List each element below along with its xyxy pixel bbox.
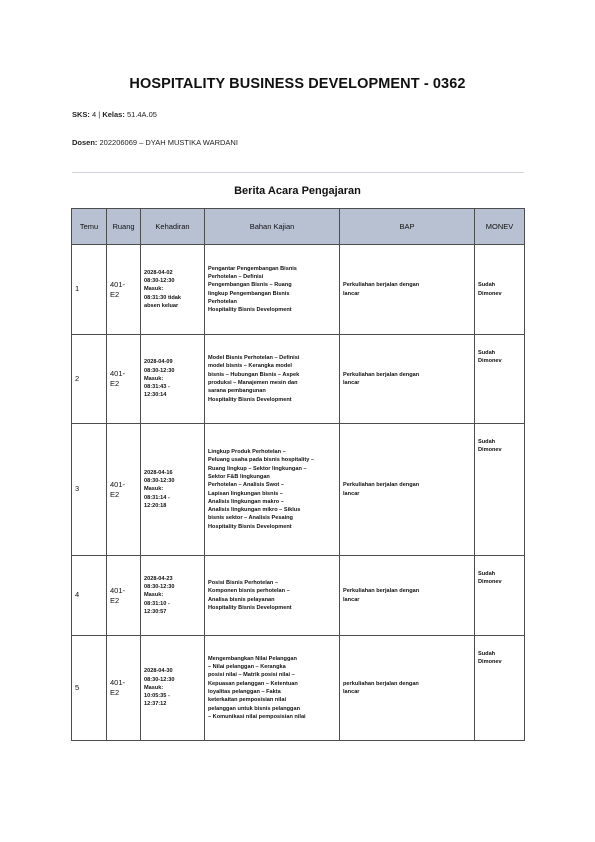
table-row bbox=[72, 424, 525, 556]
cell-kehadiran: 2028-04-23 08:30-12:30 Masuk: 08:31:10 - 12:30:57 bbox=[141, 556, 205, 636]
kelas-value: 51.4A.05 bbox=[126, 110, 157, 119]
dosen-value: 202206069 – DYAH MUSTIKA WARDANI bbox=[99, 138, 238, 147]
table-row bbox=[72, 636, 525, 741]
teaching-log-table bbox=[71, 208, 525, 741]
cell-temu: 4 bbox=[72, 556, 107, 636]
cell-ruang: 401- E2 bbox=[107, 424, 141, 556]
cell-bahan-kajian: Mengembangkan Nilai Pelanggan – Nilai pelanggan – Kerangka posisi nilai – Matrik posisi nilai – Kepuasan pelanggan – Ketentuan loyalitas pelanggan – Fakta keterkaitan pemposisian nilai pelanggan untuk bisnis pelanggan – Komunikasi nilai pemposisian nilai bbox=[205, 636, 340, 741]
lecturer-line bbox=[72, 138, 238, 147]
header-kehadiran: Kehadiran bbox=[141, 209, 205, 245]
cell-bahan-kajian: Model Bisnis Perhotelan – Definisi model bisnis – Kerangka model bisnis – Hubungan Bisnis – Aspek produksi – Manajemen mesin dan sarana pembangunan Hospitality Bisnis Development bbox=[205, 335, 340, 424]
cell-ruang: 401- E2 bbox=[107, 245, 141, 335]
section-title: Berita Acara Pengajaran bbox=[234, 185, 361, 197]
cell-bap: perkuliahan berjalan dengan lancar bbox=[340, 636, 475, 741]
table-row bbox=[72, 556, 525, 636]
cell-kehadiran: 2028-04-02 08:30-12:30 Masuk: 08:31:30 tidak absen keluar bbox=[141, 245, 205, 335]
cell-kehadiran: 2028-04-16 08:30-12:30 Masuk: 08:31:14 - 12:20:18 bbox=[141, 424, 205, 556]
cell-monev: Sudah Dimonev bbox=[475, 556, 525, 636]
cell-ruang: 401- E2 bbox=[107, 636, 141, 741]
cell-kehadiran: 2028-04-30 08:30-12:30 Masuk: 10:05:35 - 12:37:12 bbox=[141, 636, 205, 741]
header-temu: Temu bbox=[72, 209, 107, 245]
header-monev: MONEV bbox=[475, 209, 525, 245]
document-title: HOSPITALITY BUSINESS DEVELOPMENT - 0362 bbox=[129, 76, 466, 92]
cell-bahan-kajian: Lingkup Produk Perhotelan – Peluang usaha pada bisnis hospitality – Ruang lingkup – Sektor lingkungan – Sektor F&B lingkungan Perhotelan – Analisis Swot – Lapisan lingkungan bisnis – Analisis lingkungan makro – Analisis lingkungan mikro – Siklus bisnis sektor – Analisis Pesaing Hospitality Bisnis Development bbox=[205, 424, 340, 556]
header-bahan-kajian: Bahan Kajian bbox=[205, 209, 340, 245]
cell-ruang: 401- E2 bbox=[107, 556, 141, 636]
table-header-row bbox=[72, 209, 525, 245]
kelas-label: Kelas: bbox=[102, 110, 125, 119]
cell-monev: Sudah Dimonev bbox=[475, 636, 525, 741]
table-row bbox=[72, 335, 525, 424]
cell-bap: Perkuliahan berjalan dengan lancar bbox=[340, 424, 475, 556]
dosen-label: Dosen: bbox=[72, 138, 98, 147]
cell-temu: 1 bbox=[72, 245, 107, 335]
cell-monev: Sudah Dimonev bbox=[475, 424, 525, 556]
sks-label: SKS: bbox=[72, 110, 90, 119]
cell-ruang: 401- E2 bbox=[107, 335, 141, 424]
header-bap: BAP bbox=[340, 209, 475, 245]
cell-temu: 5 bbox=[72, 636, 107, 741]
cell-temu: 3 bbox=[72, 424, 107, 556]
meta-separator: | bbox=[98, 110, 101, 119]
cell-bahan-kajian: Posisi Bisnis Perhotelan – Komponen bisnis perhotelan – Analisa bisnis pelayanan Hospitality Bisnis Development bbox=[205, 556, 340, 636]
cell-monev: Sudah Dimonev bbox=[475, 245, 525, 335]
cell-bap: Perkuliahan berjalan dengan lancar bbox=[340, 556, 475, 636]
section-divider bbox=[72, 172, 524, 173]
cell-monev: Sudah Dimonev bbox=[475, 335, 525, 424]
header-ruang: Ruang bbox=[107, 209, 141, 245]
cell-temu: 2 bbox=[72, 335, 107, 424]
cell-kehadiran: 2028-04-09 08:30-12:30 Masuk: 08:31:43 - 12:30:14 bbox=[141, 335, 205, 424]
sks-value: 4 bbox=[92, 110, 97, 119]
cell-bahan-kajian: Pengantar Pengembangan Bisnis Perhotelan – Definisi Pengembangan Bisnis – Ruang lingkup Pengembangan Bisnis Perhotelan Hospitality Bisnis Development bbox=[205, 245, 340, 335]
course-meta-line bbox=[72, 110, 157, 119]
cell-bap: Perkuliahan berjalan dengan lancar bbox=[340, 335, 475, 424]
cell-bap: Perkuliahan berjalan dengan lancar bbox=[340, 245, 475, 335]
table-row bbox=[72, 245, 525, 335]
